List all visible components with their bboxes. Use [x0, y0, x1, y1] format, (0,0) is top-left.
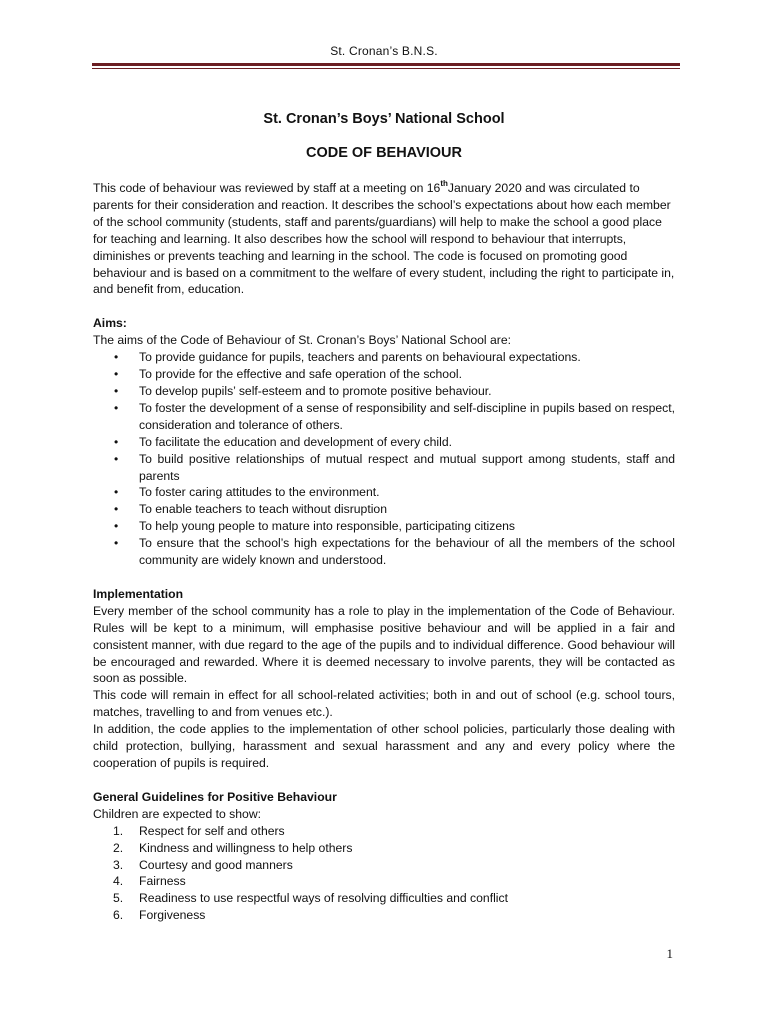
bullet-icon: • — [114, 434, 119, 449]
document-title: CODE OF BEHAVIOUR — [305, 145, 463, 161]
document-body — [93, 110, 675, 924]
intro-superscript: th — [440, 179, 448, 188]
intro-text-2: January 2020 and was circulated to parents for their consideration and reaction. It describes the school’s expectations about how each member of the school community (students, staff and parents/guardians) will help to make the school a good place for teaching and learning. It also describes how the school will respond to behaviour that interrupts, diminishes or prevents teaching and learning in the school. The code is focused on promoting good behaviour and is based on a commitment to the welfare of every student, including the right to participate in, and benefit from, education. — [93, 181, 675, 297]
header-rule-thick — [92, 63, 680, 66]
intro-text-1: This code of behaviour was reviewed by staff at a meeting on 16 — [93, 181, 441, 195]
list-item — [93, 840, 675, 857]
list-number: 3. — [113, 857, 124, 872]
list-item — [93, 434, 675, 451]
list-item-text: To develop pupils’ self-esteem and to promote positive behaviour. — [139, 383, 492, 398]
list-item-text: To ensure that the school’s high expectations for the behaviour of all the members of the school community are widely known and understood. — [139, 536, 675, 568]
list-item-text: To foster caring attitudes to the environment. — [139, 485, 380, 500]
running-header: St. Cronan’s B.N.S. — [330, 44, 438, 58]
bullet-icon: • — [114, 502, 119, 517]
list-item-text: Forgiveness — [139, 908, 206, 923]
list-item — [93, 366, 675, 383]
bullet-icon: • — [114, 367, 119, 382]
intro-paragraph — [93, 180, 675, 298]
list-item — [93, 451, 675, 485]
page-number: 1 — [666, 946, 673, 961]
list-item-text: To build positive relationships of mutual respect and mutual support among students, staff and parents — [139, 451, 675, 483]
list-item — [93, 383, 675, 400]
list-number: 6. — [113, 908, 124, 923]
list-number: 2. — [113, 840, 124, 855]
school-name: St. Cronan’s Boys’ National School — [263, 111, 505, 127]
list-item — [93, 857, 675, 874]
guidelines-lead: Children are expected to show: — [93, 806, 262, 821]
list-item-text: To help young people to mature into responsible, participating citizens — [139, 519, 516, 534]
list-item — [93, 873, 675, 890]
bullet-icon: • — [114, 519, 119, 534]
header-rule-thin — [92, 68, 680, 69]
list-item-text: Respect for self and others — [139, 823, 285, 838]
aims-lead: The aims of the Code of Behaviour of St. Cronan’s Boys’ National School are: — [93, 333, 511, 348]
implementation-paragraph-1: Every member of the school community has a role to play in the implementation of the Code of Behaviour. Rules will be kept to a minimum, will emphasise positive behaviour and will be applied in a fair and consistent manner, with due regard to the age of the pupils and to individual difference. Good behaviour will be encouraged and rewarded. Where it is deemed necessary to involve parents, they will be contacted as soon as possible. — [93, 603, 675, 686]
list-item-text: To facilitate the education and development of every child. — [139, 434, 453, 449]
list-item — [93, 501, 675, 518]
list-item — [93, 484, 675, 501]
list-item — [93, 890, 675, 907]
list-item-text: To enable teachers to teach without disruption — [139, 502, 387, 517]
bullet-icon: • — [114, 383, 119, 398]
list-item-text: To provide for the effective and safe operation of the school. — [139, 367, 462, 382]
list-item-text: Courtesy and good manners — [139, 857, 293, 872]
implementation-paragraph-3: In addition, the code applies to the implementation of other school policies, particularly those dealing with child protection, bullying, harassment and sexual harassment and any and every policy where the cooperation of pupils is required. — [93, 722, 675, 770]
list-item-text: To foster the development of a sense of responsibility and self-discipline in pupils based on respect, consideration and tolerance of others. — [139, 400, 675, 432]
implementation-paragraph-2: This code will remain in effect for all school-related activities; both in and out of school (e.g. school tours, matches, travelling to and from venues etc.). — [93, 688, 675, 720]
list-item — [93, 518, 675, 535]
implementation-heading: Implementation — [93, 586, 184, 601]
list-item-text: Readiness to use respectful ways of resolving difficulties and conflict — [139, 891, 508, 906]
bullet-icon: • — [114, 536, 119, 551]
list-item-text: Fairness — [139, 874, 186, 889]
guidelines-list — [93, 823, 675, 924]
list-number: 4. — [113, 874, 124, 889]
list-item — [93, 400, 675, 434]
list-item-text: Kindness and willingness to help others — [139, 840, 353, 855]
bullet-icon: • — [114, 485, 119, 500]
list-item — [93, 349, 675, 366]
aims-heading: Aims: — [93, 316, 127, 331]
list-item — [93, 823, 675, 840]
guidelines-heading: General Guidelines for Positive Behaviour — [93, 789, 337, 804]
list-item — [93, 907, 675, 924]
bullet-icon: • — [114, 400, 119, 415]
list-item — [93, 535, 675, 569]
list-number: 5. — [113, 891, 124, 906]
list-item-text: To provide guidance for pupils, teachers and parents on behavioural expectations. — [139, 350, 581, 365]
list-number: 1. — [113, 823, 124, 838]
bullet-icon: • — [114, 350, 119, 365]
aims-list — [93, 349, 675, 569]
bullet-icon: • — [114, 451, 119, 466]
